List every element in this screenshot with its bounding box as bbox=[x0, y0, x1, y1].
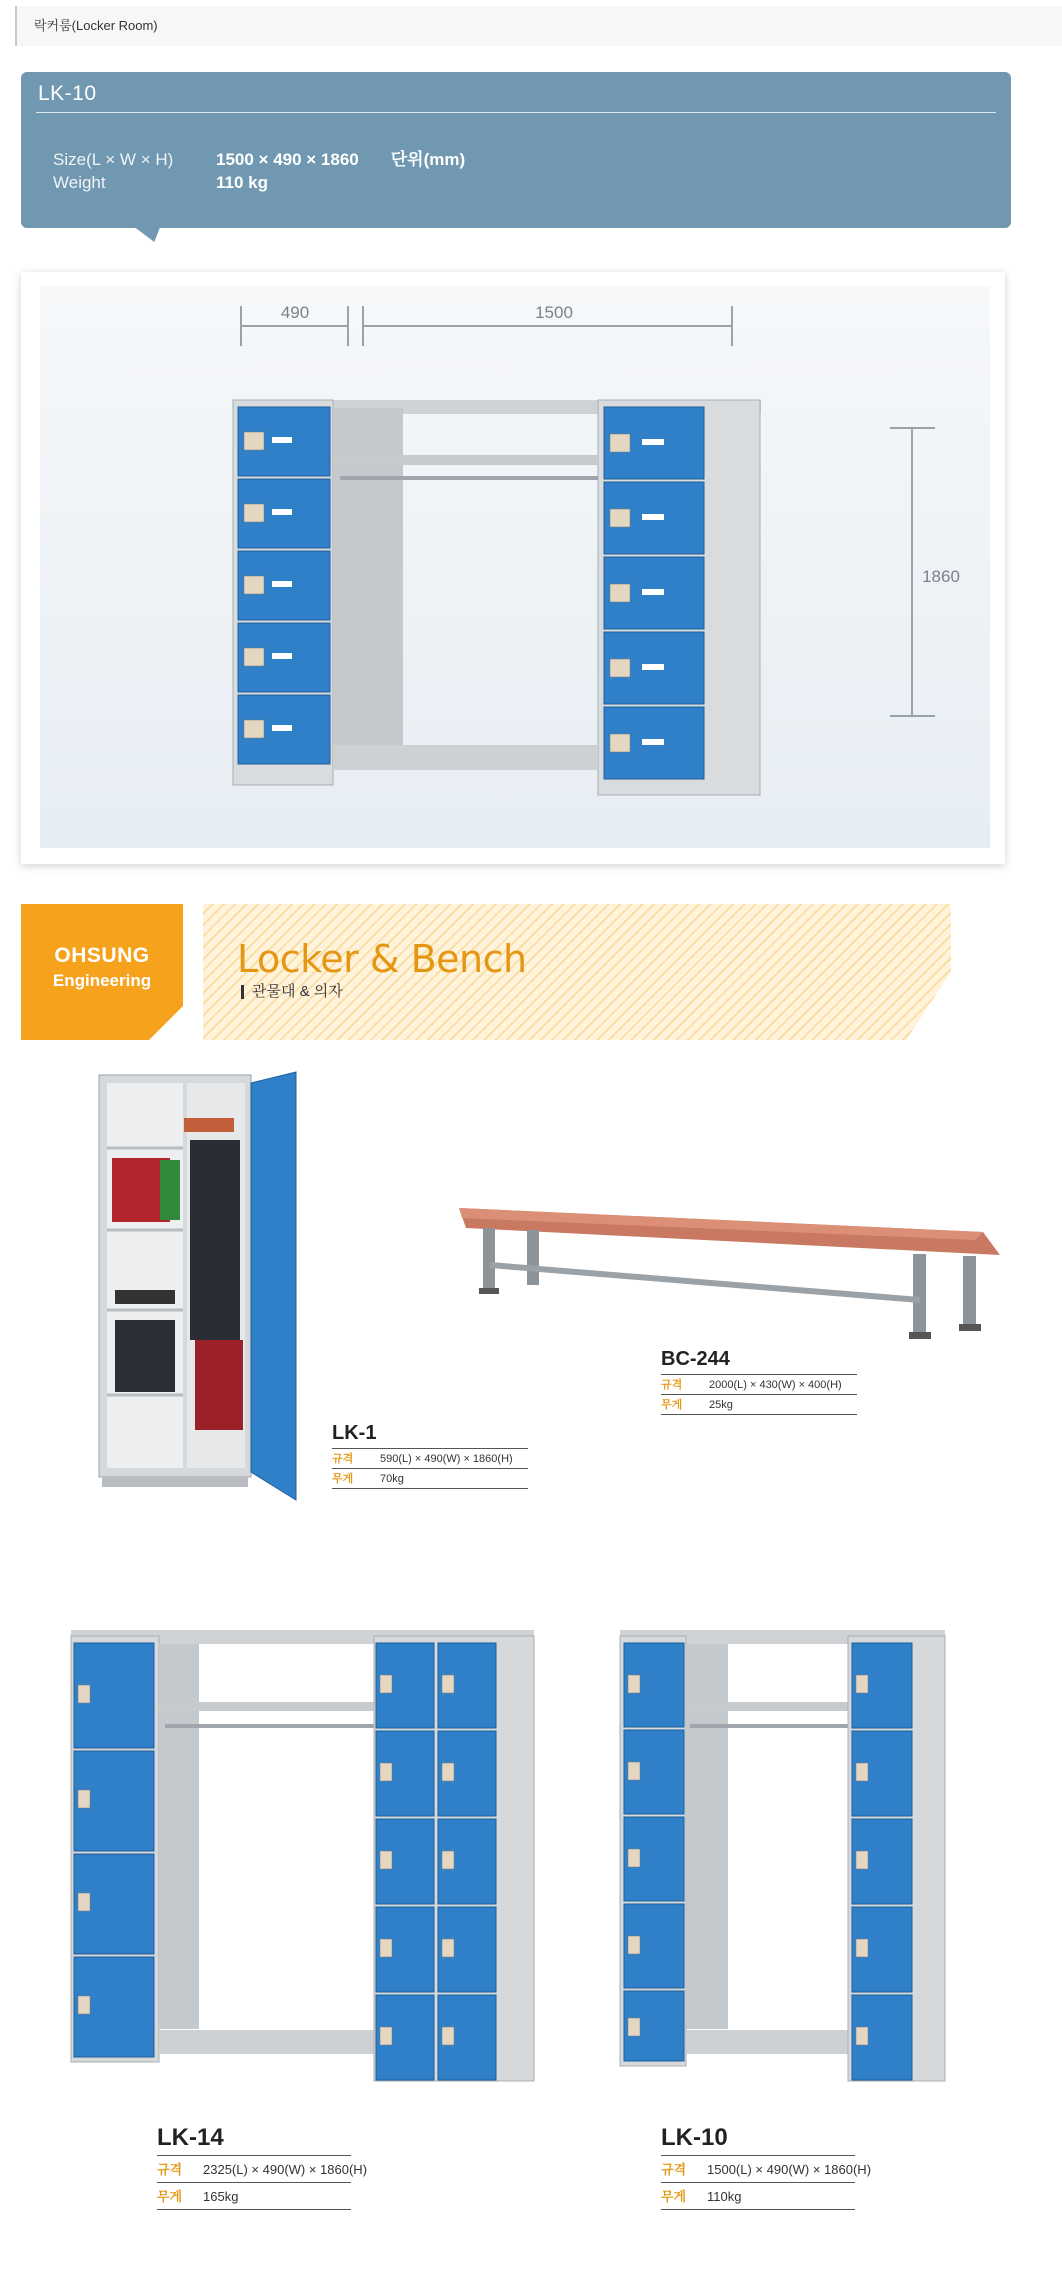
spec-weight-value: 110 kg bbox=[216, 173, 268, 192]
product-bc244-weight-value: 25kg bbox=[709, 1399, 733, 1411]
product-bc244-weight-key: 무게 bbox=[661, 1399, 683, 1411]
bc244-bench-image bbox=[459, 1208, 1000, 1339]
product-lk10-weight-value: 110kg bbox=[707, 2189, 742, 2204]
product-bc244-spec-value: 2000(L) × 430(W) × 400(H) bbox=[709, 1379, 842, 1391]
product-bc244-name: BC-244 bbox=[661, 1348, 857, 1375]
product-bc244-info bbox=[661, 1348, 857, 1415]
brand-badge bbox=[21, 904, 183, 1040]
product-lk14-info bbox=[157, 2124, 368, 2210]
brand-name: OHSUNG bbox=[54, 944, 150, 967]
product-lk10-spec-row bbox=[661, 2156, 872, 2183]
lk1-locker-image bbox=[99, 1072, 296, 1500]
dim-length-label: 1500 bbox=[535, 303, 573, 322]
banner-title: Locker & Bench bbox=[237, 937, 527, 981]
product-lk1-weight-value: 70kg bbox=[380, 1473, 404, 1485]
spec-unit: 단위(mm) bbox=[390, 150, 466, 169]
product-lk1-weight-key: 무게 bbox=[332, 1473, 354, 1485]
diagram-locker bbox=[233, 400, 761, 795]
spec-size-value: 1500 × 490 × 1860 bbox=[216, 150, 359, 169]
breadcrumb: 락커룸(Locker Room) bbox=[15, 6, 1062, 46]
product-lk10-name: LK-10 bbox=[661, 2124, 855, 2156]
product-lk14-weight-key: 무게 bbox=[157, 2189, 183, 2204]
product-lk1-spec-value: 590(L) × 490(W) × 1860(H) bbox=[380, 1453, 513, 1465]
lk10-locker-image bbox=[620, 1630, 945, 2081]
product-bc244-weight-row bbox=[661, 1395, 857, 1415]
banner-subtitle: 관물대 & 의자 bbox=[241, 985, 343, 999]
spec-weight-label: Weight bbox=[53, 173, 106, 192]
product-lk10-spec-value: 1500(L) × 490(W) × 1860(H) bbox=[707, 2162, 872, 2177]
product-lk1-spec-key: 규격 bbox=[332, 1453, 354, 1465]
product-lk10-spec-key: 규격 bbox=[661, 2162, 687, 2177]
product-lk14-spec-key: 규격 bbox=[157, 2162, 183, 2177]
product-lk10-weight-key: 무게 bbox=[661, 2189, 687, 2204]
product-lk14-weight-row bbox=[157, 2183, 351, 2210]
dim-height-label: 1860 bbox=[922, 567, 960, 586]
product-lk10-weight-row bbox=[661, 2183, 855, 2210]
brand-subname: Engineering bbox=[52, 971, 152, 990]
product-lk1-weight-row bbox=[332, 1469, 528, 1489]
product-lk1-spec-row bbox=[332, 1449, 528, 1469]
lk14-locker-image bbox=[71, 1630, 534, 2081]
spec-model-title: LK-10 bbox=[38, 82, 97, 105]
product-lk10-info bbox=[661, 2124, 872, 2210]
product-lk14-name: LK-14 bbox=[157, 2124, 351, 2156]
product-lk1-name: LK-1 bbox=[332, 1422, 528, 1449]
product-bc244-spec-row bbox=[661, 1375, 857, 1395]
dim-depth-label: 490 bbox=[280, 303, 310, 322]
spec-size-label: Size(L × W × H) bbox=[53, 150, 174, 169]
product-lk1-info bbox=[332, 1422, 528, 1489]
product-lk14-spec-value: 2325(L) × 490(W) × 1860(H) bbox=[203, 2162, 368, 2177]
product-lk14-spec-row bbox=[157, 2156, 368, 2183]
product-lk14-weight-value: 165kg bbox=[203, 2189, 239, 2204]
brand-corner-notch bbox=[149, 1006, 183, 1040]
product-bc244-spec-key: 규격 bbox=[661, 1379, 683, 1391]
